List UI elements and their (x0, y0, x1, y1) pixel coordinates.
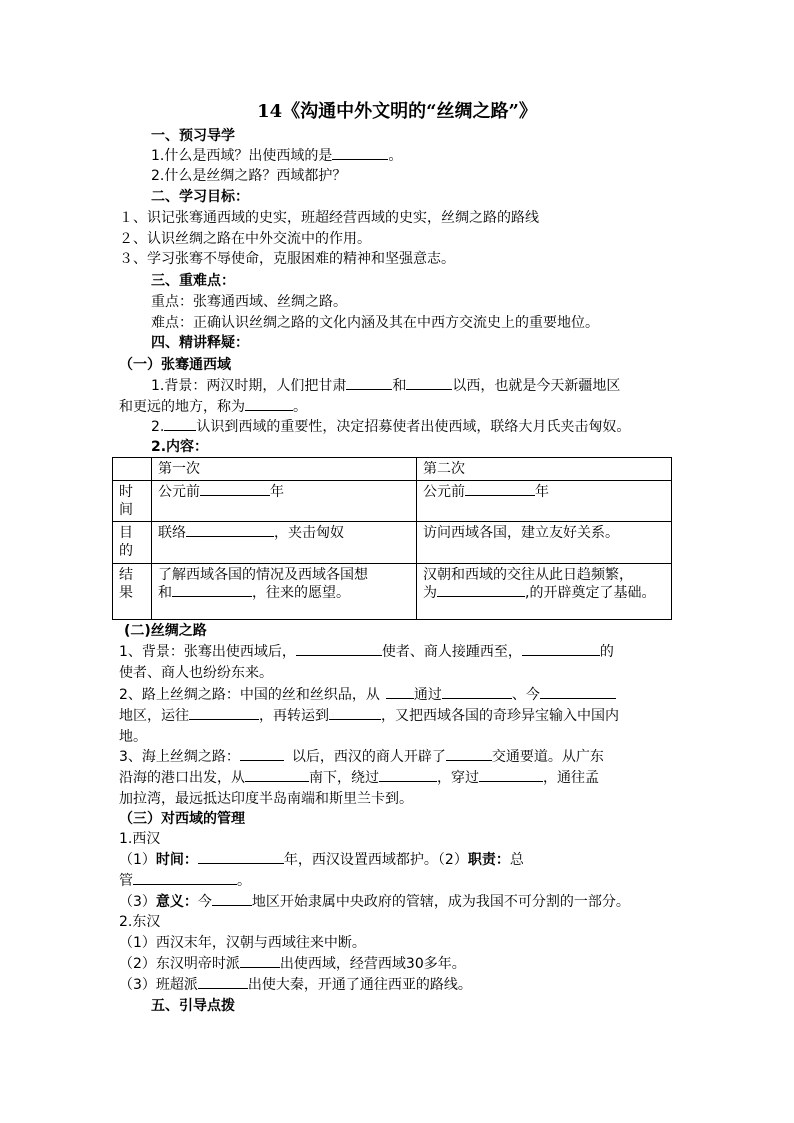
blank (198, 851, 284, 864)
admin-line-1: （1）时间： 年，西汉设置西域都护。（2）职责：总 (119, 852, 524, 868)
table-cell: 访问西域各国，建立友好关系。 (417, 522, 672, 564)
goal-3: ３、学习张骞不辱使命，克服困难的精神和坚强意志。 (119, 251, 455, 267)
blank (245, 769, 309, 782)
table-row (113, 458, 672, 481)
blank (240, 748, 284, 761)
eastern-han-line-2: （2）东汉明帝时派 出使西域，经营西域30多年。 (119, 956, 466, 972)
eastern-han-line-3: （3）班超派 出使大秦，开通了通往西亚的路线。 (119, 977, 472, 993)
goal-1: １、识记张骞通西域的史实，班超经营西域的史实，丝绸之路的路线 (119, 210, 539, 226)
goal-2: ２、认识丝绸之路在中外交流中的作用。 (119, 231, 371, 247)
blank (406, 377, 452, 390)
silk-road-line-1: 1、背景：张骞出使西域后， 使者、商人接踵西至， 的 (119, 644, 614, 660)
blank (189, 707, 259, 720)
blank (133, 872, 237, 885)
table-cell: 汉朝和西域的交往从此日趋频繁， 为 ,的开辟奠定了基础。 (417, 564, 672, 620)
key-point: 重点：张骞通西域、丝绸之路。 (151, 294, 347, 310)
row-header-time: 时 间 (113, 481, 152, 522)
blank (186, 524, 274, 537)
admin-line-2: 管 。 (119, 873, 251, 889)
section-heading-goals: 二、学习目标： (151, 189, 249, 205)
section-heading-explain: 四、精讲释疑： (151, 335, 249, 351)
blank (172, 584, 252, 597)
blank (437, 584, 525, 597)
silk-road-line-6: 3、海上丝绸之路： 以后，西汉的商人开辟了 交通要道。从广东 (119, 749, 604, 765)
blank (198, 976, 248, 989)
eastern-han-line-1: （1）西汉末年，汉朝与西域往来中断。 (119, 935, 366, 951)
row-header-result: 结 果 (113, 564, 152, 620)
silk-road-line-5: 地。 (119, 729, 147, 745)
table-cell: 公元前 年 (152, 481, 417, 522)
section-heading-preview: 一、预习导学 (151, 128, 235, 144)
blank (522, 643, 600, 656)
section-heading-guidance: 五、引导点拨 (151, 998, 235, 1014)
blank (245, 398, 293, 411)
table-row (113, 564, 672, 620)
blank (164, 418, 196, 431)
page-title: 14《沟通中外文明的“丝绸之路”》 (257, 101, 537, 122)
subsection-heading-silk-road: (二)丝绸之路 (124, 623, 207, 639)
eastern-han-label: 2.东汉 (119, 914, 161, 930)
blank (479, 769, 543, 782)
table-cell: 公元前 年 (417, 481, 672, 522)
western-han-label: 1.西汉 (119, 831, 161, 847)
subsection-heading-administration: （三）对西域的管理 (119, 811, 245, 827)
blank (442, 686, 512, 699)
blank (332, 147, 388, 160)
preview-question-1: 1.什么是西域？出使西域的是 。 (151, 148, 403, 164)
row-header-purpose: 目 的 (113, 522, 152, 564)
table-row (113, 522, 672, 564)
table-cell: 联络 ，夹击匈奴 (152, 522, 417, 564)
content-table (112, 457, 672, 620)
silk-road-line-3: 2、路上丝绸之路：中国的丝和丝织品，从 通过 、今 (119, 686, 616, 704)
blank (212, 893, 252, 906)
background-line-2: 和更远的地方，称为 。 (119, 399, 307, 415)
item-2-line: 2. 认识到西域的重要性，决定招募使者出使西域，联络大月氏夹击匈奴。 (151, 419, 631, 435)
content-label: 2.内容： (151, 439, 209, 455)
table-corner-cell (113, 458, 152, 481)
blank (200, 483, 270, 496)
silk-road-line-2: 使者、商人也纷纷东来。 (119, 665, 273, 681)
section-heading-key-points: 三、重难点： (151, 273, 235, 289)
silk-road-line-4: 地区，运往 ，再转运到 ，又把西域各国的奇珍异宝输入中国内 (119, 708, 619, 724)
difficult-point: 难点：正确认识丝绸之路的文化内涵及其在中西方交流史上的重要地位。 (151, 315, 599, 331)
subsection-heading-zhangqian: （一）张骞通西域 (119, 357, 231, 373)
silk-road-line-8: 加拉湾，最远抵达印度半岛南端和斯里兰卡到。 (119, 791, 413, 807)
table-header-second: 第二次 (417, 458, 672, 481)
blank (379, 769, 437, 782)
blank (329, 707, 381, 720)
table-row (113, 481, 672, 522)
table-cell: 了解西域各国的情况及西域各国想 和 ，往来的愿望。 (152, 564, 417, 620)
blank (446, 748, 492, 761)
blank (386, 686, 414, 699)
blank (346, 377, 392, 390)
admin-line-3: （3）意义：今 地区开始隶属中央政府的管辖，成为我国不可分割的一部分。 (119, 894, 630, 910)
blank (240, 955, 280, 968)
blank (465, 483, 535, 496)
table-header-first: 第一次 (152, 458, 417, 481)
background-line-1: 1.背景：两汉时期，人们把甘肃 和 以西，也就是今天新疆地区 (151, 378, 621, 394)
preview-question-2: 2.什么是丝绸之路？西域都护？ (151, 168, 347, 184)
blank (540, 686, 616, 699)
silk-road-line-7: 沿海的港口出发，从 南下，绕过 ，穿过 ，通往孟 (119, 770, 599, 786)
blank (296, 643, 382, 656)
